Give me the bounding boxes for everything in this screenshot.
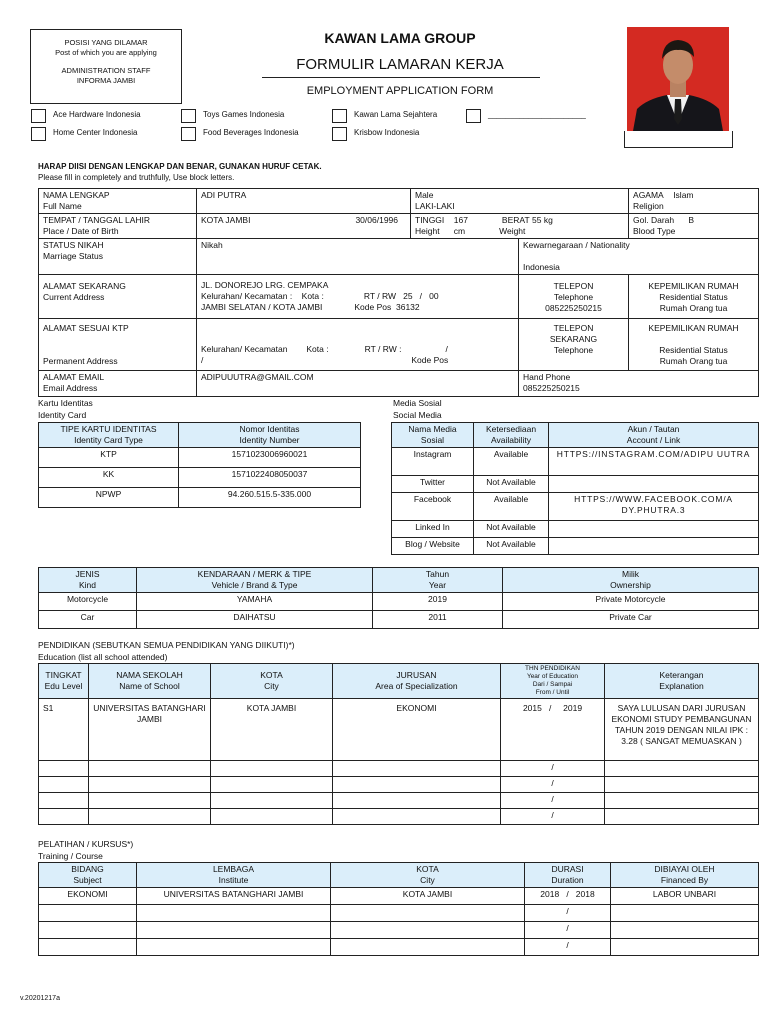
identity-type: KTP	[39, 448, 179, 468]
vehicle-head-brand: KENDARAAN / MERK & TIPE Vehicle / Brand & Type	[137, 568, 373, 593]
social-media-name: Linked In	[392, 521, 474, 538]
training-empty-duration[interactable]: /	[525, 905, 611, 922]
edu-empty-cell[interactable]	[605, 809, 759, 825]
version-label: v.20201217a	[20, 995, 60, 1002]
handphone-cell[interactable]: Hand Phone 085225250215	[519, 371, 759, 397]
birth-label-cell: TEMPAT / TANGGAL LAHIR Place / Date of Birth	[39, 214, 197, 239]
checkbox-food-beverages[interactable]	[181, 127, 196, 141]
checkbox-home-center[interactable]	[31, 127, 46, 141]
social-table	[391, 422, 759, 555]
edu-head-school: NAMA SEKOLAH Name of School	[89, 664, 211, 699]
edu-empty-cell[interactable]	[605, 793, 759, 809]
checkbox-kawan-lama[interactable]	[332, 109, 347, 123]
name-value[interactable]: ADI PUTRA	[197, 189, 411, 214]
checkbox-toys-games[interactable]	[181, 109, 196, 123]
edu-school[interactable]: UNIVERSITAS BATANGHARI JAMBI	[89, 699, 211, 761]
social-account-link[interactable]	[549, 476, 759, 493]
edu-empty-cell[interactable]	[211, 777, 333, 793]
training-empty-cell[interactable]	[39, 939, 137, 956]
marital-value[interactable]: Nikah	[197, 239, 519, 275]
vehicle-year[interactable]: 2019	[373, 593, 503, 611]
edu-empty-years[interactable]: /	[501, 793, 605, 809]
identity-type: KK	[39, 468, 179, 488]
edu-head-explanation: Keterangan Explanation	[605, 664, 759, 699]
vehicle-brand[interactable]: YAMAHA	[137, 593, 373, 611]
social-availability[interactable]: Not Available	[474, 476, 549, 493]
form-subtitle: EMPLOYMENT APPLICATION FORM	[306, 85, 494, 97]
social-availability[interactable]: Available	[474, 493, 549, 521]
social-availability[interactable]: Not Available	[474, 538, 549, 555]
residential2-cell[interactable]: KEPEMILIKAN RUMAH Residential Status Rumah Orang tua	[629, 319, 759, 371]
instruction-en: Please fill in completely and truthfully, Use block letters.	[38, 173, 235, 182]
training-head-financed: DIBIAYAI OLEH Financed By	[611, 863, 759, 888]
edu-empty-cell[interactable]	[333, 793, 501, 809]
address-value[interactable]: JL. DONOREJO LRG. CEMPAKA Kelurahan/ Kecamatan : Kota : RT / RW 25 / 00 JAMBI SELATAN / KOTA JAMBI Kode Pos 36132	[197, 275, 519, 319]
vehicle-ownership[interactable]: Private Motorcycle	[503, 593, 759, 611]
social-title: Media Sosial	[393, 398, 442, 408]
vehicle-head-kind: JENIS Kind	[39, 568, 137, 593]
nationality-cell[interactable]: Kewarnegaraan / Nationality Indonesia	[519, 239, 759, 275]
position-label: POSISI YANG DILAMAR	[64, 38, 148, 47]
training-financed[interactable]: LABOR UNBARI	[611, 888, 759, 905]
social-head-media: Nama Media Sosial	[392, 423, 474, 448]
edu-empty-years[interactable]: /	[501, 809, 605, 825]
social-account-link[interactable]	[549, 538, 759, 555]
residential-cell[interactable]: KEPEMILIKAN RUMAH Residential Status Rumah Orang tua	[629, 275, 759, 319]
training-empty-cell[interactable]	[137, 939, 331, 956]
training-empty-duration[interactable]: /	[525, 939, 611, 956]
label-home-center: Home Center Indonesia	[53, 128, 138, 137]
vehicle-ownership[interactable]: Private Car	[503, 611, 759, 629]
social-account-link[interactable]	[549, 521, 759, 538]
marital-label-cell: STATUS NIKAH Marriage Status	[39, 239, 197, 275]
training-table	[38, 862, 759, 956]
identity-title: Kartu Identitas	[38, 398, 93, 408]
vehicle-head-ownership: Milik Ownership	[503, 568, 759, 593]
edu-empty-cell[interactable]	[605, 761, 759, 777]
edu-empty-cell[interactable]	[605, 777, 759, 793]
edu-empty-cell[interactable]	[211, 793, 333, 809]
training-empty-duration[interactable]: /	[525, 922, 611, 939]
name-label-cell: NAMA LENGKAP Full Name	[39, 189, 197, 214]
phone2-cell[interactable]: TELEPON SEKARANG Telephone	[519, 319, 629, 371]
blood-cell[interactable]: Gol. Darah B Blood Type	[629, 214, 759, 239]
identity-head-number: Nomor Identitas Identity Number	[179, 423, 361, 448]
education-title: PENDIDIKAN (SEBUTKAN SEMUA PENDIDIKAN YANG DIIKUTI)*)	[38, 640, 295, 650]
edu-city[interactable]: KOTA JAMBI	[211, 699, 333, 761]
photo-caption-box	[624, 131, 733, 148]
vehicle-year[interactable]: 2011	[373, 611, 503, 629]
social-account-link[interactable]: HTTPS://WWW.FACEBOOK.COM/A DY.PHUTRA.3	[549, 493, 759, 521]
vehicle-brand[interactable]: DAIHATSU	[137, 611, 373, 629]
edu-level[interactable]: S1	[39, 699, 89, 761]
religion-cell[interactable]: AGAMA Islam Religion	[629, 189, 759, 214]
label-ace-hardware: Ace Hardware Indonesia	[53, 110, 141, 119]
training-head-institute: LEMBAGA Institute	[137, 863, 331, 888]
training-head-subject: BIDANG Subject	[39, 863, 137, 888]
edu-empty-cell[interactable]	[39, 793, 89, 809]
form-title: FORMULIR LAMARAN KERJA	[296, 56, 504, 73]
training-empty-cell[interactable]	[39, 922, 137, 939]
label-food-beverages: Food Beverages Indonesia	[203, 128, 299, 137]
edu-empty-cell[interactable]	[89, 793, 211, 809]
edu-empty-cell[interactable]	[39, 809, 89, 825]
edu-empty-cell[interactable]	[89, 761, 211, 777]
edu-empty-years[interactable]: /	[501, 761, 605, 777]
edu-empty-cell[interactable]	[333, 761, 501, 777]
email-value[interactable]: ADIPUUUTRA@GMAIL.COM	[197, 371, 519, 397]
education-title-en: Education (list all school attended)	[38, 652, 168, 662]
training-empty-cell[interactable]	[611, 905, 759, 922]
social-title-en: Social Media	[393, 410, 442, 420]
company-name: KAWAN LAMA GROUP	[324, 30, 476, 46]
identity-number[interactable]: 94.260.515.5-335.000	[179, 488, 361, 508]
edu-empty-cell[interactable]	[39, 777, 89, 793]
edu-head-city: KOTA City	[211, 664, 333, 699]
instruction-id: HARAP DIISI DENGAN LENGKAP DAN BENAR, GUNAKAN HURUF CETAK.	[38, 162, 322, 171]
edu-empty-cell[interactable]	[333, 809, 501, 825]
education-table	[38, 663, 759, 825]
title-divider	[262, 77, 540, 78]
social-media-name: Instagram	[392, 448, 474, 476]
label-toys-games: Toys Games Indonesia	[203, 110, 285, 119]
identity-table	[38, 422, 361, 508]
label-other-blank: ______________________	[488, 110, 586, 119]
edu-empty-cell[interactable]	[89, 777, 211, 793]
position-value-2: INFORMA JAMBI	[76, 76, 136, 85]
ktp-address-value[interactable]: Kelurahan/ Kecamatan Kota : RT / RW : / / Kode Pos	[197, 319, 519, 371]
social-availability[interactable]: Available	[474, 448, 549, 476]
social-media-name: Facebook	[392, 493, 474, 521]
training-city[interactable]: KOTA JAMBI	[331, 888, 525, 905]
edu-empty-years[interactable]: /	[501, 777, 605, 793]
position-box	[30, 29, 182, 104]
training-empty-cell[interactable]	[331, 905, 525, 922]
edu-head-level: TINGKAT Edu Level	[39, 664, 89, 699]
identity-title-en: Identity Card	[38, 410, 87, 420]
social-head-availability: Ketersediaan Availability	[474, 423, 549, 448]
training-institute[interactable]: UNIVERSITAS BATANGHARI JAMBI	[137, 888, 331, 905]
height-weight-cell[interactable]: TINGGI 167 BERAT 55 kg Height cm Weight	[411, 214, 629, 239]
edu-empty-cell[interactable]	[211, 761, 333, 777]
training-empty-cell[interactable]	[331, 939, 525, 956]
identity-number[interactable]: 1571022408050037	[179, 468, 361, 488]
training-title-en: Training / Course	[38, 851, 103, 861]
gender-value[interactable]: Male LAKI-LAKI	[411, 189, 629, 214]
training-head-city: KOTA City	[331, 863, 525, 888]
ktp-address-label-cell: ALAMAT SESUAI KTP Permanent Address	[39, 319, 197, 371]
label-krisbow: Krisbow Indonesia	[354, 128, 420, 137]
phone-cell[interactable]: TELEPON Telephone 085225250215	[519, 275, 629, 319]
position-label-en: Post of which you are applying	[55, 48, 157, 57]
checkbox-krisbow[interactable]	[332, 127, 347, 141]
training-empty-cell[interactable]	[137, 905, 331, 922]
label-kawan-lama: Kawan Lama Sejahtera	[354, 110, 438, 119]
training-empty-cell[interactable]	[611, 939, 759, 956]
vehicle-kind: Car	[39, 611, 137, 629]
address-label-cell: ALAMAT SEKARANG Current Address	[39, 275, 197, 319]
applicant-photo	[627, 27, 729, 131]
edu-empty-cell[interactable]	[211, 809, 333, 825]
social-head-account: Akun / Tautan Account / Link	[549, 423, 759, 448]
training-duration[interactable]: 2018 / 2018	[525, 888, 611, 905]
personal-data-table	[38, 188, 759, 397]
social-account-link[interactable]: HTTPS://INSTAGRAM.COM/ADIPU UUTRA	[549, 448, 759, 476]
email-label-cell: ALAMAT EMAIL Email Address	[39, 371, 197, 397]
training-subject[interactable]: EKONOMI	[39, 888, 137, 905]
checkbox-ace-hardware[interactable]	[31, 109, 46, 123]
training-empty-cell[interactable]	[137, 922, 331, 939]
training-empty-cell[interactable]	[39, 905, 137, 922]
edu-head-major: JURUSAN Area of Specialization	[333, 664, 501, 699]
checkbox-other[interactable]	[466, 109, 481, 123]
social-media-name: Twitter	[392, 476, 474, 493]
vehicle-kind: Motorcycle	[39, 593, 137, 611]
edu-empty-cell[interactable]	[39, 761, 89, 777]
edu-years[interactable]: 2015 / 2019	[501, 699, 605, 761]
edu-empty-cell[interactable]	[89, 809, 211, 825]
social-media-name: Blog / Website	[392, 538, 474, 555]
edu-major[interactable]: EKONOMI	[333, 699, 501, 761]
vehicle-head-year: Tahun Year	[373, 568, 503, 593]
edu-empty-cell[interactable]	[333, 777, 501, 793]
identity-number[interactable]: 1571023006960021	[179, 448, 361, 468]
edu-explanation[interactable]: SAYA LULUSAN DARI JURUSAN EKONOMI STUDY PEMBANGUNAN TAHUN 2019 DENGAN NILAI IPK : 3.28 ( SANGAT MEMUASKAN )	[605, 699, 759, 761]
birth-value[interactable]: KOTA JAMBI 30/06/1996	[197, 214, 411, 239]
training-title: PELATIHAN / KURSUS*)	[38, 839, 134, 849]
training-empty-cell[interactable]	[331, 922, 525, 939]
edu-head-year: THN PENDIDIKAN Year of Education Dari / Sampai From / Until	[501, 664, 605, 699]
social-availability[interactable]: Not Available	[474, 521, 549, 538]
vehicle-table	[38, 567, 759, 629]
identity-head-type: TIPE KARTU IDENTITAS Identity Card Type	[39, 423, 179, 448]
training-empty-cell[interactable]	[611, 922, 759, 939]
training-head-duration: DURASI Duration	[525, 863, 611, 888]
identity-type: NPWP	[39, 488, 179, 508]
position-value-1: ADMINISTRATION STAFF	[61, 66, 151, 75]
